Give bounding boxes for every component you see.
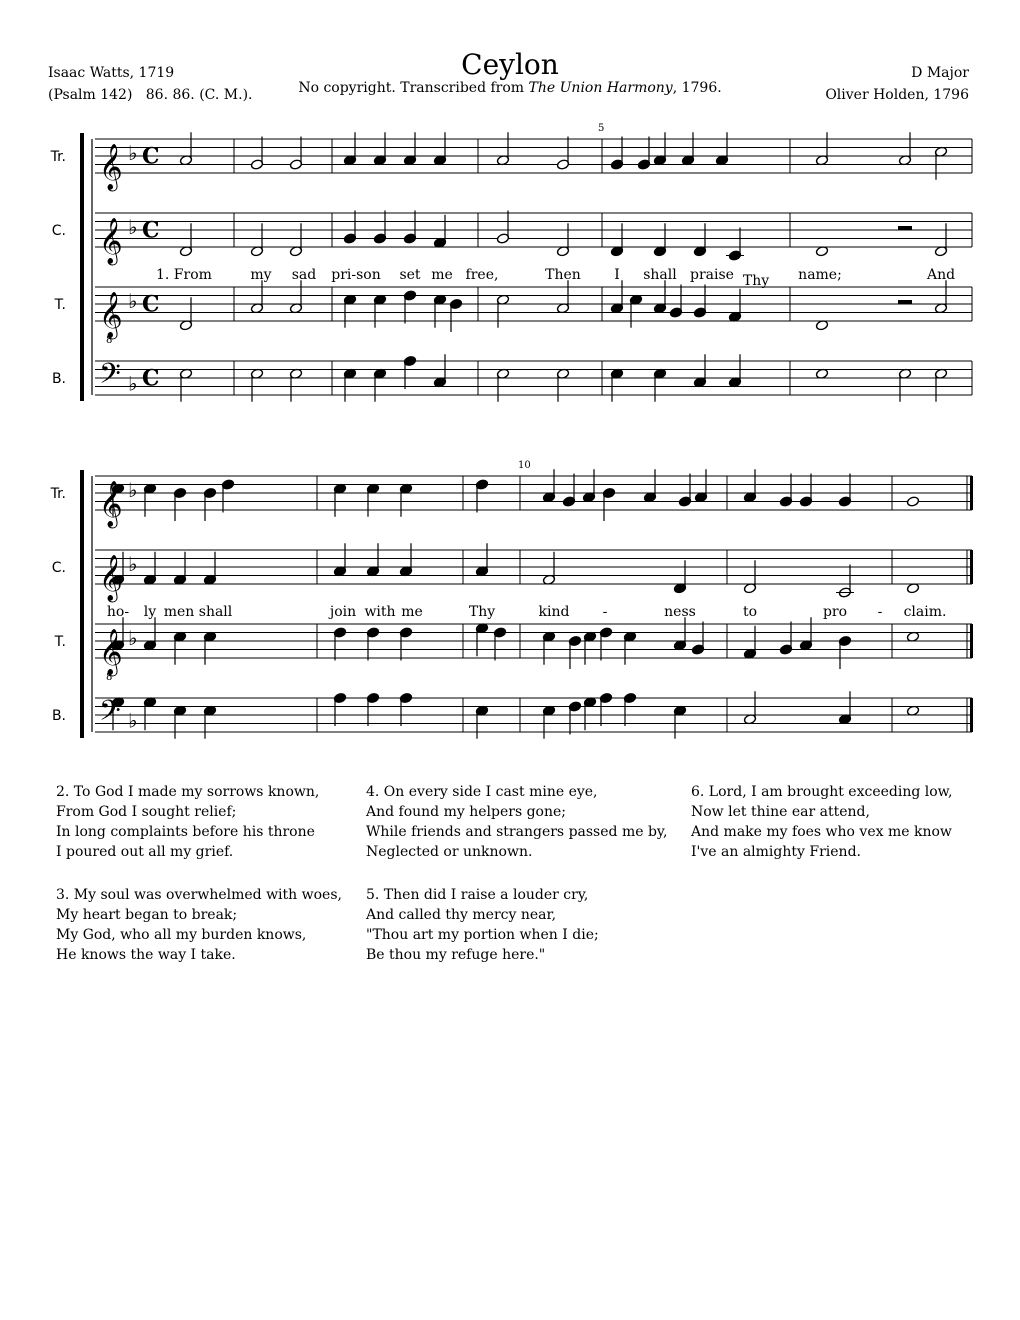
time-signature: C xyxy=(142,365,160,392)
final-barline xyxy=(970,698,973,732)
lyric-syllable: - xyxy=(602,604,608,620)
part-label: Tr. xyxy=(50,149,66,165)
lyric-syllable: free, xyxy=(465,267,499,283)
lyric-syllable: ho- xyxy=(106,604,130,620)
author-credit: Isaac Watts, 1719 xyxy=(48,65,175,81)
verse-line: My God, who all my burden knows, xyxy=(56,927,307,943)
lyric-syllable: sad xyxy=(291,267,317,283)
verse-line: 5. Then did I raise a louder cry, xyxy=(366,887,589,903)
lyric-syllable: Then xyxy=(545,267,581,283)
page-title: Ceylon xyxy=(461,48,559,81)
verse-2 xyxy=(56,782,319,862)
verse-4 xyxy=(366,782,667,862)
lyric-syllable: And xyxy=(926,267,956,283)
verse-line: In long complaints before his throne xyxy=(56,824,315,840)
verse-line: "Thou art my portion when I die; xyxy=(366,927,599,943)
verse-3 xyxy=(56,885,342,965)
measure-number: 10 xyxy=(518,460,531,471)
final-barline xyxy=(970,476,973,510)
verse-line: From God I sought relief; xyxy=(56,804,237,820)
part-label: C. xyxy=(51,223,66,239)
flat-icon: ♭ xyxy=(128,552,138,576)
verse-line: Now let thine ear attend, xyxy=(691,804,870,820)
verse-line: 3. My soul was overwhelmed with woes, xyxy=(56,887,342,903)
half-rest xyxy=(898,300,912,304)
time-signature: C xyxy=(142,217,160,244)
flat-icon: ♭ xyxy=(128,371,138,396)
psalm-meter: (Psalm 142) 86. 86. (C. M.). xyxy=(48,87,253,103)
verse-line: While friends and strangers passed me by, xyxy=(366,824,668,840)
verse-line: He knows the way I take. xyxy=(56,947,236,963)
verse-5 xyxy=(366,885,599,965)
bass-clef: 𝄢 xyxy=(99,357,121,398)
half-rest xyxy=(898,226,912,230)
lyric-syllable: set xyxy=(399,267,421,283)
final-barline xyxy=(970,624,973,658)
composer-credit: Oliver Holden, 1796 xyxy=(825,87,969,103)
lyric-syllable: - xyxy=(877,604,883,620)
octave-mark: 8 xyxy=(106,672,113,683)
time-signature: C xyxy=(142,291,160,318)
verse-line: 6. Lord, I am brought exceeding low, xyxy=(691,784,953,800)
part-label: T. xyxy=(54,634,66,650)
lyric-syllable: shall xyxy=(643,267,677,283)
lyric-syllable: men shall xyxy=(163,604,233,620)
flat-icon: ♭ xyxy=(128,478,138,502)
lyric-syllable: praise xyxy=(690,267,734,283)
flat-icon: ♭ xyxy=(128,215,138,239)
subtitle-prefix: No copyright. Transcribed from xyxy=(298,80,529,96)
part-label: C. xyxy=(51,560,66,576)
subtitle-suffix: , 1796. xyxy=(672,80,722,96)
treble-clef: 𝄞 xyxy=(99,555,123,601)
verse-line: And make my foes who vex me know xyxy=(691,824,952,840)
treble-clef: 𝄞 xyxy=(99,629,123,675)
lyric-syllable: ness xyxy=(664,604,696,620)
lyric-syllable: with xyxy=(364,604,396,620)
system-bracket xyxy=(80,470,84,738)
final-barline xyxy=(970,550,973,584)
lyric-syllable: Thy xyxy=(468,604,496,620)
verse-line: My heart began to break; xyxy=(56,907,238,923)
verse-line: 4. On every side I cast mine eye, xyxy=(366,784,598,800)
lyric-syllable: me xyxy=(401,604,423,620)
verse-line: Neglected or unknown. xyxy=(366,844,533,860)
treble-clef: 𝄞 xyxy=(99,144,123,190)
lyric-syllable: my xyxy=(250,267,272,283)
lyric-syllable: to xyxy=(742,604,758,620)
lyric-syllable: ly xyxy=(143,604,157,620)
verse-line: And found my helpers gone; xyxy=(366,804,566,820)
verse-6 xyxy=(691,782,952,862)
part-label: T. xyxy=(54,297,66,313)
measure-number: 5 xyxy=(598,123,605,134)
flat-icon: ♭ xyxy=(128,141,138,165)
lyric-syllable: claim. xyxy=(903,604,947,620)
part-label: B. xyxy=(51,371,66,387)
key-label: D Major xyxy=(911,65,969,81)
verse-line: And called thy mercy near, xyxy=(366,907,557,923)
lyric-syllable: kind xyxy=(538,604,570,620)
verse-line: I've an almighty Friend. xyxy=(691,844,861,860)
verse-line: Be thou my refuge here." xyxy=(366,947,546,963)
flat-icon: ♭ xyxy=(128,626,138,650)
treble-clef: 𝄞 xyxy=(99,292,123,338)
verse-line: 2. To God I made my sorrows known, xyxy=(56,784,320,800)
part-label: B. xyxy=(51,708,66,724)
system-bracket xyxy=(80,133,84,401)
lyric-syllable: 1. From xyxy=(156,267,212,283)
flat-icon: ♭ xyxy=(128,289,138,313)
time-signature: C xyxy=(142,143,160,170)
lyric-syllable: I xyxy=(614,267,620,283)
lyric-syllable: pro xyxy=(822,604,848,620)
bass-clef: 𝄢 xyxy=(99,694,121,735)
lyric-syllable: name; xyxy=(798,267,842,283)
lyric-syllable: Thy xyxy=(742,273,770,289)
lyric-syllable: pri-son xyxy=(331,267,381,283)
lyric-syllable: join xyxy=(329,604,357,620)
lyric-syllable: me xyxy=(431,267,453,283)
part-label: Tr. xyxy=(50,486,66,502)
flat-icon: ♭ xyxy=(128,708,138,733)
treble-clef: 𝄞 xyxy=(99,218,123,264)
treble-clef: 𝄞 xyxy=(99,481,123,527)
verse-line: I poured out all my grief. xyxy=(56,844,234,860)
subtitle-source: The Union Harmony xyxy=(528,80,673,96)
octave-mark: 8 xyxy=(106,335,113,346)
note-head xyxy=(906,496,919,507)
